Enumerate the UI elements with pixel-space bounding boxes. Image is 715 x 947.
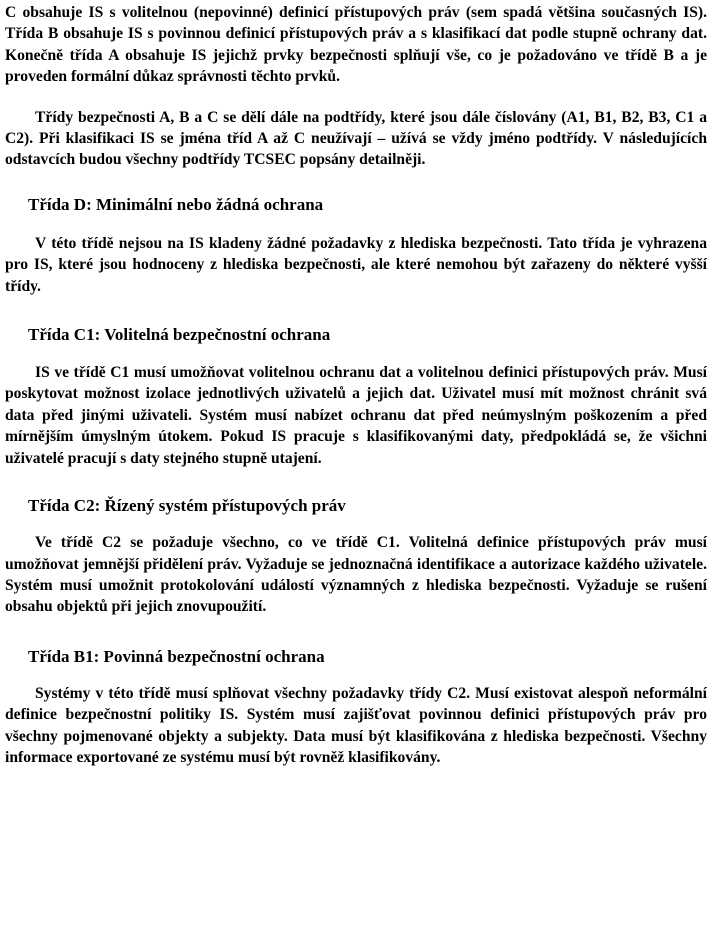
section-heading-class-c1: Třída C1: Volitelná bezpečnostní ochrana — [28, 325, 331, 345]
section-text-class-c1: IS ve třídě C1 musí umožňovat volitelnou ochranu dat a volitelnou definici přístupových práv. Musí poskytovat možnost izolace jednotlivých uživatelů a jejich dat. Uživatel musí mít možnost chránit svá data před jinými uživateli. Systém musí nabízet ochranu dat před neúmyslným poškozením a před mírnějším úmyslným útokem. Pokud IS pracuje s klasifikovanými daty, předpokládá se, že všichni uživatelé pracují s daty stejného stupně utajení. — [5, 364, 707, 467]
section-text-class-c2: Ve třídě C2 se požaduje všechno, co ve třídě C1. Volitelná definice přístupových práv musí umožňovat jemnější přidělení práv. Vyžaduje se jednoznačná identifikace a autorizace každého uživatele. Systém musí umožnit protokolování událostí významných z hlediska bezpečnosti. Vyžaduje se rušení obsahu objektů při jejich znovupoužití. — [5, 534, 707, 616]
intro-paragraph-2: Třídy bezpečnosti A, B a C se dělí dále na podtřídy, které jsou dále číslovány (A1, B1, B2, B3, C1 a C2). Při klasifikaci IS se jména tříd A až C neužívají – užívá se vždy jméno podtřídy. V následujících odstavcích budou všechny podtřídy TCSEC popsány detailněji. — [5, 108, 707, 169]
section-heading-class-b1: Třída B1: Povinná bezpečnostní ochrana — [28, 646, 325, 666]
section-heading-class-c2: Třída C2: Řízený systém přístupových práv — [28, 496, 346, 516]
section-text-class-b1: Systémy v této třídě musí splňovat všechny požadavky třídy C2. Musí existovat alespoň neformální definice bezpečnostní politiky IS. Systém musí zajišťovat povinnou definici přístupových práv pro všechny pojmenované objekty a subjekty. Data musí být klasifikována z hlediska bezpečnosti. Všechny informace exportované ze systému musí být rovněž klasifikovány. — [5, 684, 707, 766]
section-text-class-d: V této třídě nejsou na IS kladeny žádné požadavky z hlediska bezpečnosti. Tato třída je vyhrazena pro IS, které jsou hodnoceny z hlediska bezpečnosti, ale které nemohou být zařazeny do některé vyšší třídy. — [5, 234, 707, 295]
document-page — [5, 2, 707, 768]
intro-paragraph-1: C obsahuje IS s volitelnou (nepovinné) definicí přístupových práv (sem spadá většina současných IS). Třída B obsahuje IS s povinnou definicí přístupových práv a s klasifikací dat podle stupně ochrany dat. Konečně třída A obsahuje IS jejichž prvky bezpečnosti splňují vše, co je požadováno ve třídě B a je proveden formální důkaz správnosti těchto prvků. — [5, 4, 707, 86]
section-heading-class-d: Třída D: Minimální nebo žádná ochrana — [28, 194, 324, 214]
